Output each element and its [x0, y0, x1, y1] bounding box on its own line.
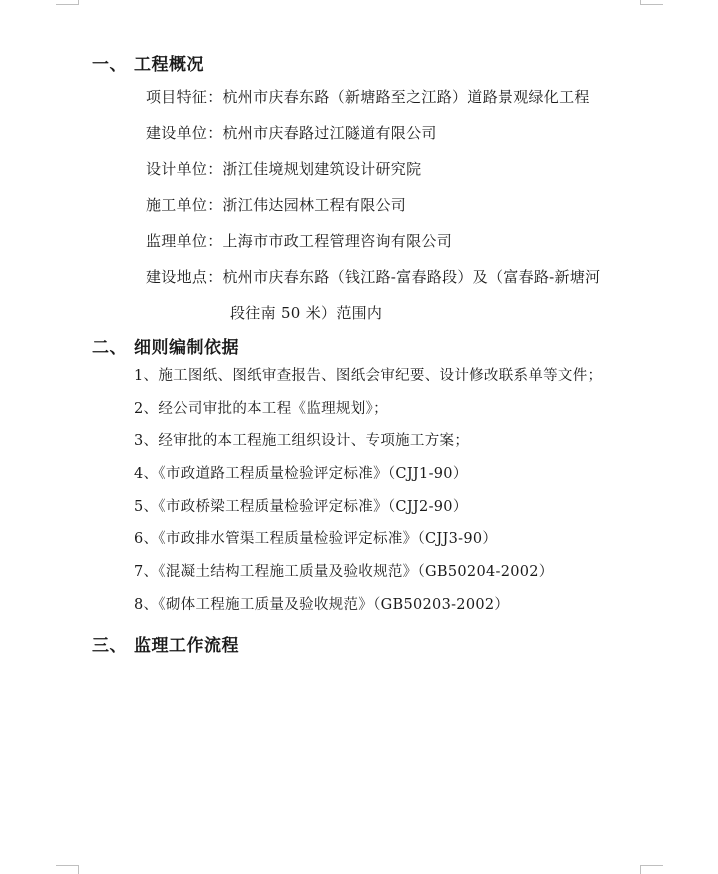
section-title: 细则编制依据	[134, 338, 239, 358]
basis-item-3: 3、经审批的本工程施工组织设计、专项施工方案；	[134, 433, 470, 449]
section-heading-workflow	[92, 631, 239, 656]
section-number: 二、	[92, 338, 127, 358]
basis-item-4: 4、《市政道路工程质量检验评定标准》（CJJ1-90）	[134, 466, 468, 482]
contractor-line: 施工单位：浙江伟达园林工程有限公司	[146, 196, 407, 214]
supervisor-line: 监理单位：上海市市政工程管理咨询有限公司	[146, 232, 453, 250]
location-line-2: 段往南 50 米）范围内	[230, 304, 383, 322]
basis-item-5: 5、《市政桥梁工程质量检验评定标准》（CJJ2-90）	[134, 499, 468, 515]
basis-item-6: 6、《市政排水管渠工程质量检验评定标准》（CJJ3-90）	[134, 531, 498, 547]
section-title: 监理工作流程	[134, 636, 239, 656]
project-features-line: 项目特征：杭州市庆春东路（新塘路至之江路）道路景观绿化工程	[146, 88, 590, 106]
section-title: 工程概况	[134, 55, 204, 75]
designer-line: 设计单位：浙江佳境规划建筑设计研究院	[146, 160, 422, 178]
basis-item-2: 2、经公司审批的本工程《监理规划》；	[134, 401, 388, 417]
basis-item-7: 7、《混凝土结构工程施工质量及验收规范》（GB50204-2002）	[134, 564, 554, 580]
basis-item-8: 8、《砌体工程施工质量及验收规范》（GB50203-2002）	[134, 597, 510, 613]
location-line-1: 建设地点：杭州市庆春东路（钱江路-富春路段）及（富春路-新塘河	[146, 268, 601, 286]
client-line: 建设单位：杭州市庆春路过江隧道有限公司	[146, 124, 437, 142]
section-number: 一、	[92, 55, 127, 75]
section-heading-basis	[92, 333, 239, 358]
crop-mark-top-left	[56, 0, 79, 5]
crop-mark-top-right	[640, 0, 663, 5]
section-heading-overview	[92, 50, 204, 75]
section-number: 三、	[92, 636, 127, 656]
basis-item-1: 1、施工图纸、图纸审查报告、图纸会审纪要、设计修改联系单等文件；	[134, 368, 603, 384]
